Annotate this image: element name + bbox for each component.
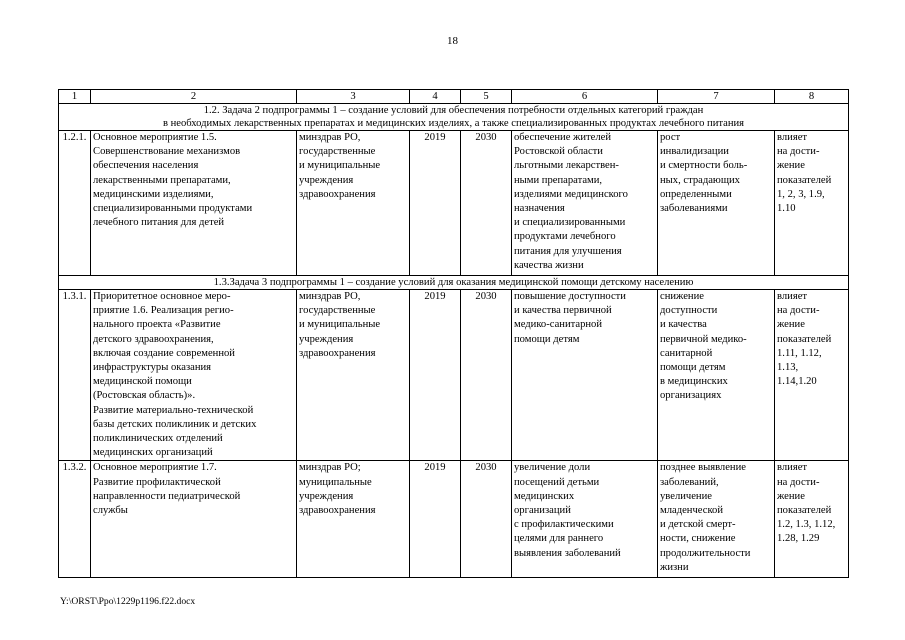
column-number-cell: 2 (91, 90, 297, 104)
expected-result-line: назначения (514, 203, 565, 215)
expected-result (512, 131, 658, 276)
event-name-line: базы детских поликлиник и детских (93, 418, 257, 430)
event-name-line: медицинской помощи (93, 376, 192, 388)
expected-result-line: изделиями медицинского (514, 188, 628, 200)
consequences-line: первичной медико- (660, 333, 747, 345)
section-title-row (59, 104, 849, 131)
event-name-line: медицинских организаций (93, 447, 213, 459)
indicators-link-line: на дости- (777, 305, 820, 317)
expected-result-line: продуктами лечебного (514, 231, 616, 243)
expected-result-line: увеличение доли (514, 462, 591, 474)
consequences-line: инвалидизации (660, 146, 729, 158)
event-name-line: детского здравоохранения, (93, 333, 214, 345)
consequences-line: ных, страдающих (660, 174, 740, 186)
event-name-line: лечебного питания для детей (93, 217, 225, 229)
expected-result (512, 290, 658, 461)
consequences (658, 290, 775, 461)
column-number-row (59, 90, 849, 104)
consequences-line: позднее выявление (660, 462, 746, 474)
event-name-line: Основное мероприятие 1.7. (93, 462, 217, 474)
row-number: 1.2.1. (59, 131, 91, 276)
section-title-line: в необходимых лекарственных препаратах и медицинских изделиях, а также специализированных продуктах лечебного питания (162, 118, 745, 129)
end-year: 2030 (461, 461, 512, 578)
executor-line: учреждения (299, 490, 354, 502)
table-body (59, 90, 849, 578)
expected-result (512, 461, 658, 578)
event-name-line: Развитие материально-технической (93, 404, 254, 416)
indicators-link (775, 290, 849, 461)
event-name-line: приятие 1.6. Реализация регио- (93, 305, 234, 317)
end-year: 2030 (461, 290, 512, 461)
indicators-link-line: жение (777, 160, 805, 172)
indicators-link-line: 1.10 (777, 203, 796, 215)
event-name-line: (Ростовская область)». (93, 390, 196, 402)
executor-line: учреждения (299, 174, 354, 186)
consequences-line: увеличение (660, 490, 712, 502)
expected-result-line: ными препаратами, (514, 174, 603, 186)
event-name-line: включая создание современной (93, 347, 235, 359)
column-number-cell: 6 (512, 90, 658, 104)
expected-result-line: посещений детьми (514, 476, 600, 488)
event-name-line: Развитие профилактической (93, 476, 221, 488)
indicators-link-line: 1.2, 1.3, 1.12, (777, 519, 836, 531)
executor-line: минздрав РО; (299, 462, 361, 474)
page-number: 18 (447, 35, 458, 47)
expected-result-line: повышение доступности (514, 291, 626, 302)
expected-result-line: льготными лекарствен- (514, 160, 619, 172)
expected-result-line: медико-санитарной (514, 319, 603, 331)
consequences (658, 461, 775, 578)
indicators-link-line: 1.28, 1.29 (777, 533, 820, 545)
consequences-line: доступности (660, 305, 718, 317)
consequences-line: в медицинских (660, 376, 728, 388)
section-title (59, 104, 849, 131)
event-name-line: Приоритетное основное меро- (93, 291, 231, 302)
consequences-line: ности, снижение (660, 533, 736, 545)
consequences-line: определенными (660, 188, 732, 200)
section-title (59, 276, 849, 290)
column-number-cell: 8 (775, 90, 849, 104)
expected-result-line: питания для улучшения (514, 245, 622, 257)
executor-line: здравоохранения (299, 347, 376, 359)
indicators-link-line: влияет (777, 132, 808, 143)
indicators-link-line: жение (777, 490, 805, 502)
event-name-line: лекарственными препаратами, (93, 174, 231, 186)
row-number: 1.3.2. (59, 461, 91, 578)
column-number-cell: 1 (59, 90, 91, 104)
consequences-line: санитарной (660, 347, 713, 359)
table-row (59, 290, 849, 461)
indicators-link-line: на дости- (777, 146, 820, 158)
indicators-link-line: 1.11, 1.12, (777, 347, 822, 359)
consequences-line: младенческой (660, 505, 724, 517)
consequences-line: организациях (660, 390, 722, 402)
indicators-link-line: влияет (777, 462, 808, 474)
section-title-line: 1.2. Задача 2 подпрограммы 1 – создание условий для обеспечения потребности отдельных категорий граждан (203, 105, 704, 116)
consequences-line: снижение (660, 291, 704, 302)
table-row (59, 461, 849, 578)
section-title-row (59, 276, 849, 290)
expected-result-line: целями для раннего (514, 533, 604, 545)
event-name-line: Основное мероприятие 1.5. (93, 132, 217, 143)
expected-result-line: с профилактическими (514, 519, 614, 531)
consequences-line: жизни (660, 561, 689, 573)
expected-result-line: и специализированными (514, 217, 626, 229)
expected-result-line: помощи детям (514, 333, 580, 345)
indicators-link-line: 1.14,1.20 (777, 376, 817, 388)
executor (297, 290, 410, 461)
column-number-cell: 5 (461, 90, 512, 104)
executor-line: муниципальные (299, 476, 372, 488)
event-name-line: направленности педиатрической (93, 490, 241, 502)
executor-line: государственные (299, 146, 376, 158)
executor-line: минздрав РО, (299, 291, 361, 302)
indicators-link-line: на дости- (777, 476, 820, 488)
event-name (91, 131, 297, 276)
expected-result-line: Ростовской области (514, 146, 603, 158)
event-name-line: специализированными продуктами (93, 203, 253, 215)
program-table (58, 89, 849, 578)
executor (297, 131, 410, 276)
indicators-link-line: 1, 2, 3, 1.9, (777, 188, 825, 200)
expected-result-line: организаций (514, 505, 571, 517)
consequences-line: помощи детям (660, 362, 726, 374)
consequences-line: и смертности боль- (660, 160, 748, 172)
indicators-link (775, 131, 849, 276)
expected-result-line: обеспечение жителей (514, 132, 612, 143)
table-row (59, 131, 849, 276)
start-year: 2019 (410, 290, 461, 461)
indicators-link-line: показателей (777, 333, 832, 345)
consequences (658, 131, 775, 276)
executor-line: государственные (299, 305, 376, 317)
event-name-line: медицинскими изделиями, (93, 188, 214, 200)
executor (297, 461, 410, 578)
expected-result-line: и качества первичной (514, 305, 612, 317)
indicators-link-line: показателей (777, 174, 832, 186)
column-number-cell: 7 (658, 90, 775, 104)
indicators-link-line: показателей (777, 505, 832, 517)
indicators-link-line: жение (777, 319, 805, 331)
expected-result-line: медицинских (514, 490, 575, 502)
executor-line: здравоохранения (299, 505, 376, 517)
event-name (91, 290, 297, 461)
event-name-line: Совершенствование механизмов (93, 146, 241, 158)
event-name-line: нального проекта «Развитие (93, 319, 221, 331)
file-path-footer: Y:\ORST\Ppo\1229p1196.f22.docx (60, 596, 196, 607)
end-year: 2030 (461, 131, 512, 276)
column-number-cell: 4 (410, 90, 461, 104)
event-name-line: службы (93, 505, 128, 517)
executor-line: и муниципальные (299, 160, 381, 172)
executor-line: учреждения (299, 333, 354, 345)
row-number: 1.3.1. (59, 290, 91, 461)
column-number-cell: 3 (297, 90, 410, 104)
start-year: 2019 (410, 461, 461, 578)
consequences-line: рост (660, 132, 681, 143)
indicators-link-line: 1.13, (777, 362, 799, 374)
indicators-link (775, 461, 849, 578)
executor-line: здравоохранения (299, 188, 376, 200)
executor-line: и муниципальные (299, 319, 381, 331)
consequences-line: заболеваниями (660, 203, 728, 215)
consequences-line: и качества (660, 319, 707, 331)
event-name-line: обеспечения населения (93, 160, 199, 172)
event-name-line: поликлинических отделений (93, 433, 223, 445)
consequences-line: заболеваний, (660, 476, 719, 488)
event-name (91, 461, 297, 578)
start-year: 2019 (410, 131, 461, 276)
consequences-line: продолжительности (660, 547, 751, 559)
event-name-line: инфраструктуры оказания (93, 362, 212, 374)
consequences-line: и детской смерт- (660, 519, 736, 531)
indicators-link-line: влияет (777, 291, 808, 302)
expected-result-line: выявления заболеваний (514, 547, 621, 559)
section-title-line: 1.3.Задача 3 подпрограммы 1 – создание условий для оказания медицинской помощи детскому населению (213, 277, 694, 288)
executor-line: минздрав РО, (299, 132, 361, 143)
expected-result-line: качества жизни (514, 259, 584, 271)
